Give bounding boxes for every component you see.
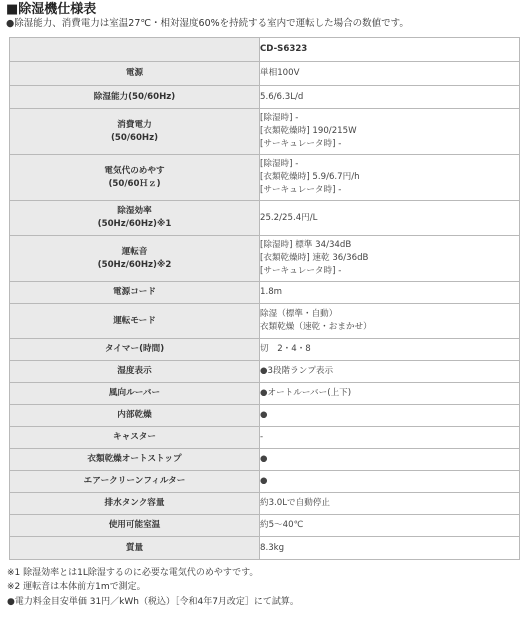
spec-value: [260, 405, 520, 427]
spec-value: [260, 62, 520, 86]
spec-label: [10, 427, 260, 449]
spec-row: [10, 339, 520, 361]
spec-value: [260, 361, 520, 383]
spec-label: [10, 515, 260, 537]
spec-label: [10, 383, 260, 405]
spec-label-line: 消費電力: [117, 119, 152, 130]
spec-value-line: ●3段階ランプ表示: [260, 366, 334, 376]
spec-label: [10, 236, 260, 282]
spec-value-line: [サーキュレータ時] -: [260, 185, 342, 195]
spec-label: [10, 405, 260, 427]
spec-value: [260, 155, 520, 201]
spec-value: [260, 339, 520, 361]
spec-label: [10, 449, 260, 471]
spec-label-line: 電源: [125, 68, 144, 78]
footnote-1: ※1 除湿効率とは1L除湿するのに必要な電気代のめやすです。: [7, 568, 259, 578]
spec-row: [10, 493, 520, 515]
spec-value: [260, 236, 520, 282]
spec-value-line: [除湿時] 標準 34/34dB: [260, 240, 352, 250]
spec-value: [260, 515, 520, 537]
footnote-2: ※2 運転音は本体前方1mで測定。: [7, 582, 146, 592]
spec-value-line: ●: [260, 454, 268, 464]
spec-label: [10, 471, 260, 493]
spec-label: [10, 86, 260, 109]
spec-label-line: エアークリーンフィルター: [83, 476, 186, 486]
spec-value: [260, 383, 520, 405]
spec-label: [10, 62, 260, 86]
spec-value-line: 単相100V: [260, 68, 300, 78]
spec-row: [10, 62, 520, 86]
spec-label: [10, 282, 260, 304]
spec-row: [10, 405, 520, 427]
spec-value-line: 約5〜40℃: [260, 520, 304, 530]
spec-value-line: [除湿時] -: [260, 113, 299, 123]
spec-row: [10, 282, 520, 304]
spec-value-line: 切 2・4・8: [260, 344, 311, 354]
spec-row: [10, 361, 520, 383]
spec-value: [260, 537, 520, 560]
spec-label-line: 湿度表示: [117, 366, 152, 376]
spec-label-line: 質量: [125, 542, 144, 553]
spec-label-line: 排水タンク容量: [104, 498, 165, 508]
spec-label: [10, 493, 260, 515]
spec-table: [9, 37, 520, 560]
spec-label-line: 電気代のめやす: [104, 165, 165, 176]
spec-value: [260, 449, 520, 471]
spec-row: [10, 427, 520, 449]
spec-row: [10, 109, 520, 155]
footnote-3: ●電力料金目安単価 31円／kWh（税込）［令和4年7月改定］にて試算。: [7, 597, 299, 607]
spec-value-line: 25.2/25.4円/L: [260, 212, 318, 223]
spec-value-line: ●: [260, 476, 268, 486]
spec-label: [10, 201, 260, 236]
spec-label-line: (50Hz/60Hz)※2: [97, 259, 172, 270]
spec-value-line: [サーキュレータ時] -: [260, 139, 342, 149]
spec-row: [10, 471, 520, 493]
spec-table-body: [10, 38, 520, 560]
spec-row: [10, 304, 520, 339]
intro-note: ●除湿能力、消費電力は室温27℃・相対湿度60%を持続する室内で運転した場合の数値です。: [6, 18, 409, 29]
spec-label-line: 使用可能室温: [108, 520, 161, 530]
spec-row: [10, 236, 520, 282]
spec-label-line: タイマー(時間): [104, 344, 165, 354]
spec-value-line: [衣類乾燥時] 190/215W: [260, 126, 357, 136]
page-title: ■除湿機仕様表: [6, 2, 97, 17]
spec-label-line: 除湿効率: [117, 206, 152, 216]
spec-value-line: [衣類乾燥時] 5.9/6.7円/h: [260, 172, 360, 182]
spec-label-line: 電源コード: [113, 287, 156, 297]
spec-value-line: 1.8m: [260, 287, 283, 297]
spec-value: [260, 282, 520, 304]
spec-label-line: キャスター: [113, 432, 156, 442]
spec-label: [10, 339, 260, 361]
spec-value-line: ●オートルーバー(上下): [260, 388, 352, 398]
spec-value: [260, 109, 520, 155]
spec-label: [10, 304, 260, 339]
spec-label: [10, 109, 260, 155]
spec-row: [10, 537, 520, 560]
spec-value: [260, 304, 520, 339]
spec-value-line: 8.3kg: [260, 542, 285, 553]
spec-row: [10, 155, 520, 201]
spec-value-line: [衣類乾燥時] 速乾 36/36dB: [260, 253, 369, 263]
spec-value: [260, 471, 520, 493]
spec-value-line: ●: [260, 410, 268, 420]
spec-value-line: [サーキュレータ時] -: [260, 266, 342, 276]
spec-label: [10, 155, 260, 201]
spec-value: [260, 493, 520, 515]
spec-label-line: 運転モード: [113, 315, 156, 326]
spec-value-line: [除湿時] -: [260, 159, 299, 169]
spec-row: [10, 515, 520, 537]
spec-value-line: 除湿（標準・自動）: [260, 309, 338, 319]
spec-label-line: (50Hz/60Hz)※1: [97, 219, 172, 229]
spec-value-line: -: [260, 432, 264, 442]
spec-label-line: (50/60Ｈｚ): [108, 178, 161, 189]
spec-row: [10, 86, 520, 109]
spec-value-line: 約3.0Lで自動停止: [260, 498, 331, 508]
spec-value: [260, 201, 520, 236]
spec-row: [10, 383, 520, 405]
spec-label: [10, 361, 260, 383]
spec-label-line: 内部乾燥: [117, 410, 152, 420]
spec-label-line: 除湿能力(50/60Hz): [93, 91, 176, 102]
spec-label: [10, 537, 260, 560]
spec-value-line: 5.6/6.3L/d: [260, 91, 304, 102]
spec-label-line: (50/60Hz): [110, 132, 159, 143]
spec-label-line: 風向ルーバー: [108, 388, 161, 398]
spec-row: [10, 201, 520, 236]
header-empty-cell: [10, 38, 260, 62]
spec-label-line: 衣類乾燥オートストップ: [87, 454, 182, 464]
spec-value: [260, 427, 520, 449]
table-header-row: [10, 38, 520, 62]
spec-row: [10, 449, 520, 471]
spec-label-line: 運転音: [121, 246, 148, 257]
spec-value-line: 衣類乾燥（速乾・おまかせ）: [260, 322, 372, 332]
model-name: CD-S6323: [260, 38, 520, 62]
spec-value: [260, 86, 520, 109]
